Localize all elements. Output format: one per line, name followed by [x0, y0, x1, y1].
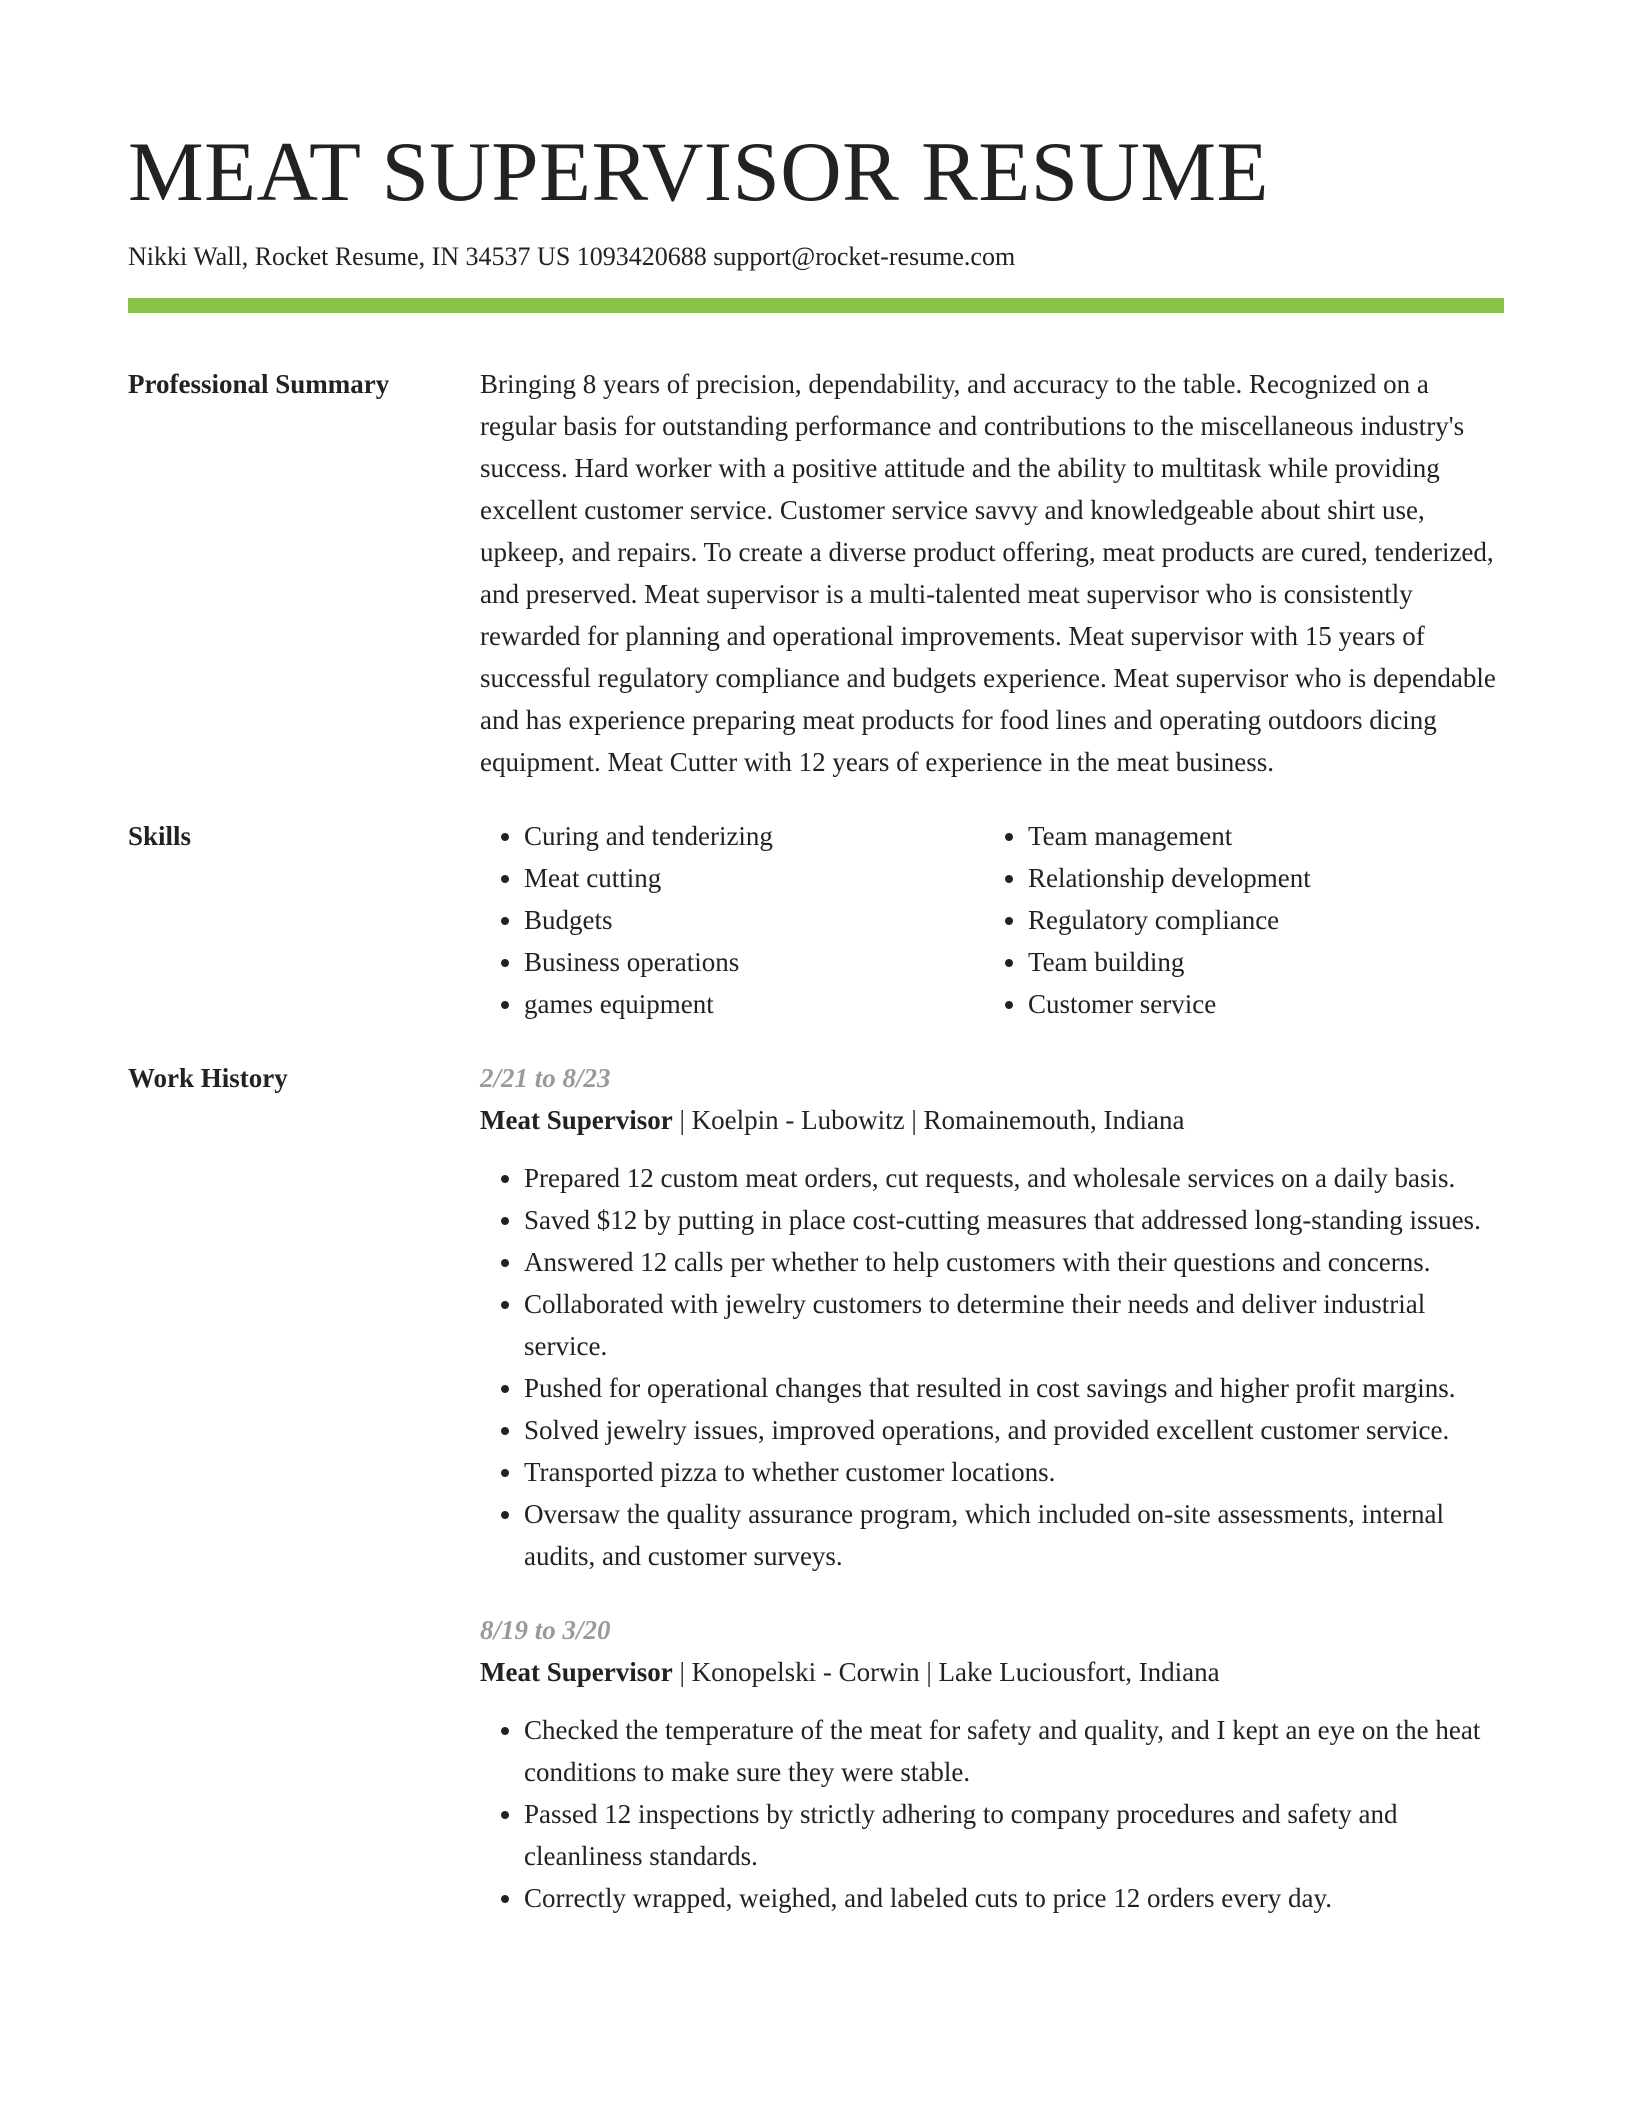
job-bullet: • Collaborated with jewelry customers to determine their needs and deliver industrial service. [524, 1283, 1504, 1367]
resume-page [128, 0, 1504, 1919]
job-bullet: • Answered 12 calls per whether to help customers with their questions and concerns. [524, 1241, 1504, 1283]
job-title: Meat Supervisor [480, 1105, 673, 1135]
accent-divider [128, 298, 1504, 313]
job-employer-location: | Koelpin - Lubowitz | Romainemouth, Indiana [672, 1105, 1185, 1135]
page-title: MEAT SUPERVISOR RESUME [128, 125, 1269, 219]
job-bullet-list [480, 1157, 1504, 1577]
job-title-line [480, 1651, 1504, 1693]
job-bullet: • Oversaw the quality assurance program, which included on-site assessments, internal audits, and customer surveys. [524, 1493, 1504, 1577]
skills-section [128, 815, 1504, 1025]
skill-item: • games equipment [524, 983, 984, 1025]
skill-item: • Regulatory compliance [1028, 899, 1488, 941]
job-dates: 2/21 to 8/23 [480, 1063, 611, 1093]
summary-text: Bringing 8 years of precision, dependability, and accuracy to the table. Recognized on a regular basis for outstanding performance and contributions to the miscellaneous industry's success. Hard worker with a positive attitude and the ability to multitask while providing excellent customer service. Customer service savvy and knowledgeable about shirt use, upkeep, and repairs. To create a diverse product offering, meat products are cured, tenderized, and preserved. Meat supervisor is a multi-talented meat supervisor who is consistently rewarded for planning and operational improvements. Meat supervisor with 15 years of successful regulatory compliance and budgets experience. Meat supervisor who is dependable and has experience preparing meat products for food lines and operating outdoors dicing equipment. Meat Cutter with 12 years of experience in the meat business. [480, 369, 1496, 777]
work-history-section [128, 1057, 1504, 1919]
contact-line: Nikki Wall, Rocket Resume, IN 34537 US 1093420688 support@rocket-resume.com [128, 242, 1016, 271]
skills-heading: Skills [128, 821, 192, 851]
job-bullet-list [480, 1709, 1504, 1919]
job-employer-location: | Konopelski - Corwin | Lake Luciousfort, Indiana [672, 1657, 1220, 1687]
skills-list-left [480, 815, 984, 1025]
skill-item: • Budgets [524, 899, 984, 941]
job-entry [480, 1609, 1504, 1919]
skill-item: • Business operations [524, 941, 984, 983]
job-bullet: • Pushed for operational changes that resulted in cost savings and higher profit margins. [524, 1367, 1504, 1409]
skill-item: • Relationship development [1028, 857, 1488, 899]
job-bullet: • Solved jewelry issues, improved operations, and provided excellent customer service. [524, 1409, 1504, 1451]
skills-list-right [984, 815, 1488, 1025]
skill-item: • Meat cutting [524, 857, 984, 899]
job-bullet: • Passed 12 inspections by strictly adhering to company procedures and safety and cleanliness standards. [524, 1793, 1504, 1877]
job-bullet: • Prepared 12 custom meat orders, cut requests, and wholesale services on a daily basis. [524, 1157, 1504, 1199]
summary-heading: Professional Summary [128, 369, 390, 399]
work-history-heading: Work History [128, 1063, 288, 1093]
job-bullet: • Transported pizza to whether customer locations. [524, 1451, 1504, 1493]
job-bullet: • Saved $12 by putting in place cost-cutting measures that addressed long-standing issues. [524, 1199, 1504, 1241]
job-entry [480, 1057, 1504, 1577]
job-title-line [480, 1099, 1504, 1141]
skill-item: • Team building [1028, 941, 1488, 983]
job-bullet: • Checked the temperature of the meat for safety and quality, and I kept an eye on the heat conditions to make sure they were stable. [524, 1709, 1504, 1793]
skill-item: • Curing and tenderizing [524, 815, 984, 857]
skill-item: • Team management [1028, 815, 1488, 857]
skill-item: • Customer service [1028, 983, 1488, 1025]
job-dates: 8/19 to 3/20 [480, 1615, 611, 1645]
job-title: Meat Supervisor [480, 1657, 673, 1687]
summary-section [128, 363, 1504, 783]
job-bullet: • Correctly wrapped, weighed, and labeled cuts to price 12 orders every day. [524, 1877, 1504, 1919]
